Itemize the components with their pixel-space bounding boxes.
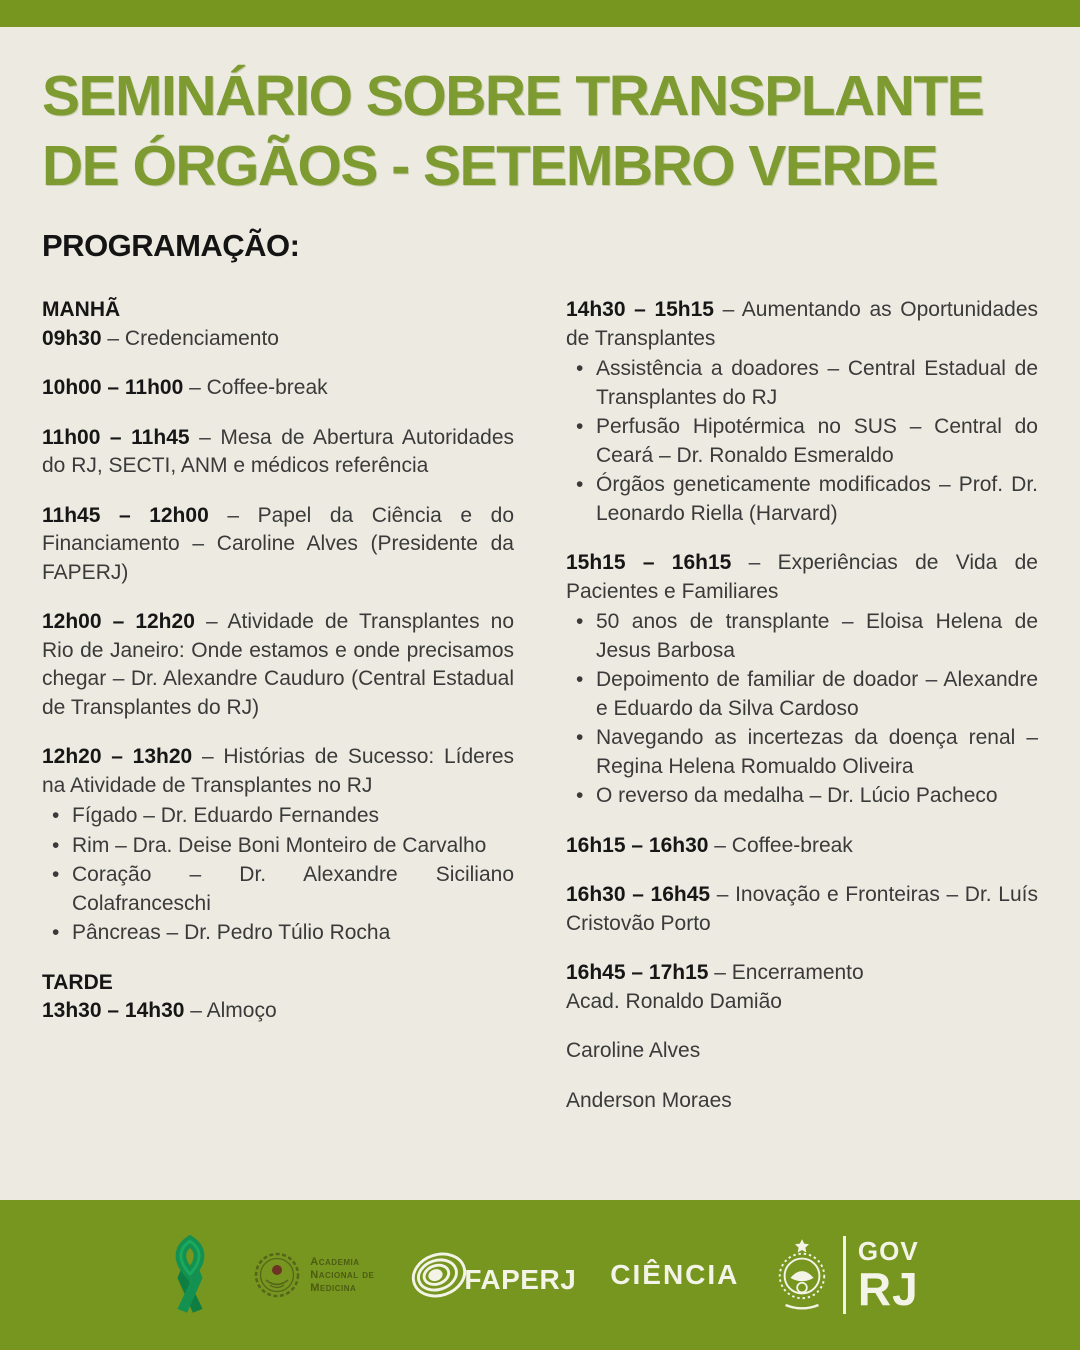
session [566, 549, 1038, 606]
session-time: 14h30 – 15h15 [566, 298, 714, 321]
bullet-item: • Órgãos geneticamente modificados – Prof. Dr. Leonardo Riella (Harvard) [566, 471, 1038, 528]
session [42, 743, 514, 800]
bullet-item: • Perfusão Hipotérmica no SUS – Central do Ceará – Dr. Ronaldo Esmeraldo [566, 413, 1038, 470]
session [42, 374, 514, 403]
session-desc: – Inovação e Fronteiras – Dr. Luís Cristovão Porto [566, 883, 1038, 935]
session-desc: – Almoço [190, 999, 277, 1022]
session-desc: – Coffee-break [714, 833, 853, 857]
footer-logo-bar [0, 1200, 1080, 1350]
bullet-item: • 50 anos de transplante – Eloisa Helena de Jesus Barbosa [566, 608, 1038, 665]
anm-logo [253, 1251, 374, 1299]
session [42, 997, 514, 1026]
bullet-item: • Fígado – Dr. Eduardo Fernandes [42, 802, 514, 831]
anm-text-line1: Academia [310, 1255, 360, 1268]
session-desc: – Histórias de Sucesso: Líderes na Atividade de Transplantes no RJ [42, 745, 514, 797]
program-heading: PROGRAMAÇÃO: [42, 228, 300, 263]
session [42, 325, 514, 354]
faperj-label: FAPERJ [464, 1264, 577, 1295]
session-time: 16h30 – 16h45 [566, 883, 711, 906]
session-time: 11h45 – 12h00 [42, 503, 209, 527]
session-desc: – Atividade de Transplantes no Rio de Janeiro: Onde estamos e onde precisamos chegar – Dr. Alexandre Cauduro (Central Estadual de Transplantes do RJ) [42, 610, 515, 719]
session-bullets [566, 355, 1038, 528]
bullet-item: • Navegando as incertezas da doença renal – Regina Helena Romualdo Oliveira [566, 724, 1038, 781]
closing-speaker: Caroline Alves [566, 1039, 701, 1062]
gov-rj-divider [843, 1236, 846, 1314]
bullet-item: • Rim – Dra. Deise Boni Monteiro de Carvalho [42, 832, 514, 861]
session [566, 832, 1038, 861]
schedule-column-left [42, 296, 514, 1136]
session-bullets [42, 802, 514, 948]
poster-title-line2: DE ÓRGÃOS - SETEMBRO VERDE [42, 134, 938, 198]
poster-content [0, 61, 1080, 1136]
closing-speaker: Acad. Ronaldo Damião [566, 989, 782, 1013]
session-time: 16h45 – 17h15 [566, 961, 709, 984]
session [566, 881, 1038, 938]
session-bullets [566, 608, 1038, 811]
rj-label: RJ [857, 1263, 919, 1315]
bullet-item: • Assistência a doadores – Central Estadual de Transplantes do RJ [566, 355, 1038, 412]
faperj-logo [408, 1244, 576, 1306]
bullet-item: • Depoimento de familiar de doador – Alexandre e Eduardo da Silva Cardoso [566, 666, 1038, 723]
bullet-item: • Pâncreas – Dr. Pedro Túlio Rocha [42, 919, 514, 948]
session-desc: – Coffee-break [189, 376, 328, 399]
gov-label: GOV [857, 1236, 919, 1266]
poster-title-line1: SEMINÁRIO SOBRE TRANSPLANTE [42, 64, 984, 128]
green-ribbon-logo [161, 1233, 219, 1317]
session-time: 13h30 – 14h30 [42, 999, 185, 1022]
session [566, 296, 1038, 353]
session-time: 12h00 – 12h20 [42, 610, 195, 633]
bullet-item: • O reverso da medalha – Dr. Lúcio Pacheco [566, 782, 1038, 811]
session-time: 10h00 – 11h00 [42, 376, 184, 399]
green-ribbon-icon [161, 1233, 219, 1317]
gov-rj-logo [773, 1236, 918, 1314]
session-time: 16h15 – 16h30 [566, 833, 709, 857]
session-desc: – Credenciamento [107, 326, 279, 350]
rj-crest-icon [773, 1237, 831, 1313]
period-label-afternoon: TARDE [42, 970, 113, 994]
anm-text-line2: Nacional de [310, 1268, 375, 1281]
session [566, 959, 1038, 988]
session [42, 608, 514, 722]
session-desc: – Aumentando as Oportunidades de Transplantes [566, 298, 1039, 350]
session-desc: – Encerramento [714, 961, 864, 984]
session-time: 11h00 – 11h45 [42, 425, 190, 449]
faperj-spiral-icon [408, 1244, 470, 1306]
anm-text-line3: Medicina [310, 1281, 357, 1294]
anm-logo-text [310, 1256, 374, 1295]
poster-title [42, 61, 1038, 201]
session [42, 424, 514, 481]
session-desc: – Experiências de Vida de Pacientes e Familiares [566, 551, 1038, 603]
session [42, 502, 514, 588]
schedule-columns [42, 296, 1038, 1136]
top-accent-bar [0, 0, 1080, 27]
anm-crest-icon [253, 1251, 301, 1299]
session-time: 12h20 – 13h20 [42, 745, 193, 768]
session-time: 09h30 [42, 326, 102, 350]
period-label-morning: MANHÃ [42, 298, 121, 321]
schedule-column-right [566, 296, 1038, 1136]
ciencia-label: CIÊNCIA [610, 1259, 740, 1290]
closing-speaker: Anderson Moraes [566, 1088, 732, 1112]
session-time: 15h15 – 16h15 [566, 551, 732, 574]
session-desc: – Mesa de Abertura Autoridades do RJ, SECTI, ANM e médicos referência [42, 425, 515, 477]
session-desc: – Papel da Ciência e do Financiamento – Caroline Alves (Presidente da FAPERJ) [42, 503, 514, 584]
gov-rj-text [857, 1236, 919, 1315]
bullet-item: • Coração – Dr. Alexandre Siciliano Colafranceschi [42, 861, 514, 918]
